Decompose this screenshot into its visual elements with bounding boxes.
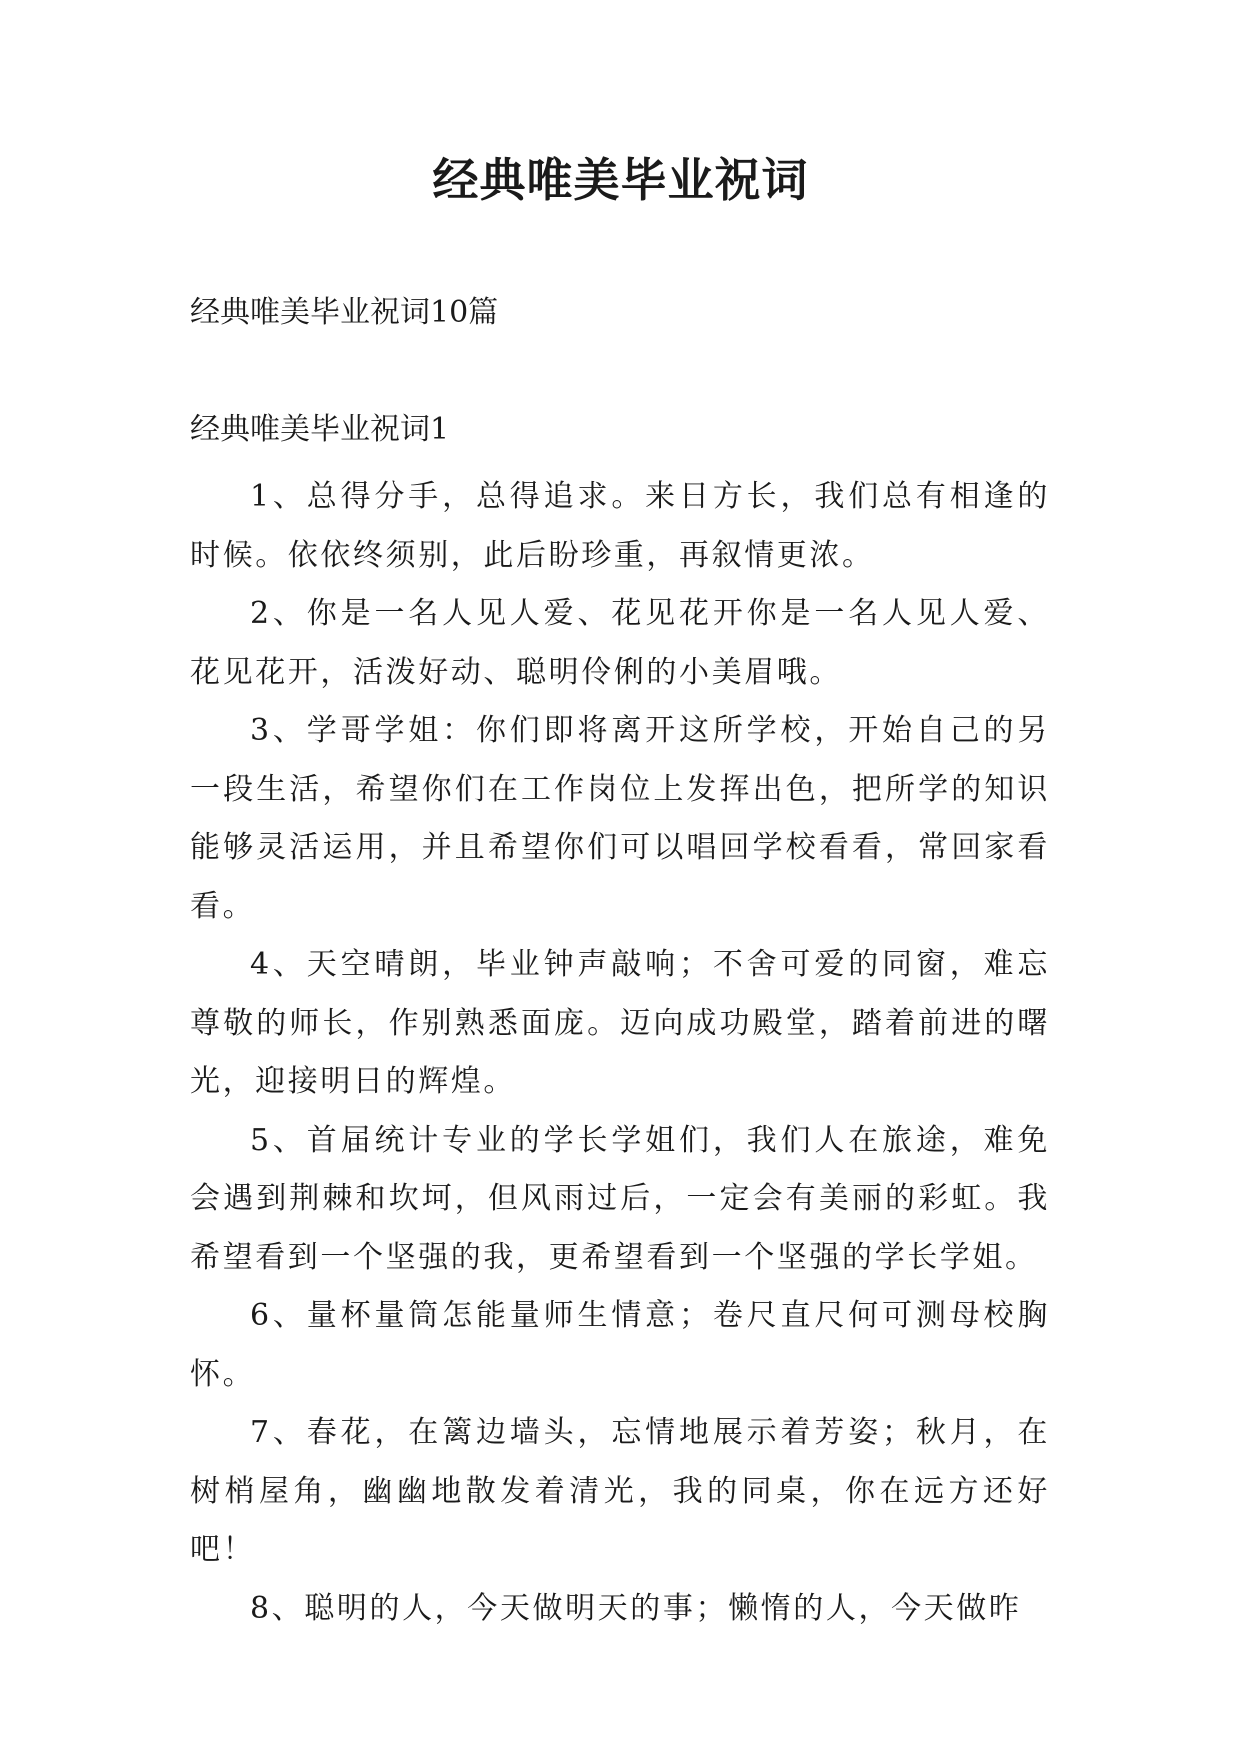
document-body <box>190 468 1050 1638</box>
paragraph-7: 7、春花，在篱边墙头，忘情地展示着芳姿；秋月，在树梢屋角，幽幽地散发着清光，我的同桌，你在远方还好吧！ <box>190 1415 1050 1567</box>
paragraph-1: 1、总得分手，总得追求。来日方长，我们总有相逢的时候。依依终须别，此后盼珍重，再叙情更浓。 <box>190 479 1050 573</box>
paragraph-5: 5、首届统计专业的学长学姐们，我们人在旅途，难免会遇到荆棘和坎坷，但风雨过后，一定会有美丽的彩虹。我希望看到一个坚强的我，更希望看到一个坚强的学长学姐。 <box>190 1122 1050 1275</box>
paragraph-3: 3、学哥学姐：你们即将离开这所学校，开始自己的另一段生活，希望你们在工作岗位上发挥出色，把所学的知识能够灵活运用，并且希望你们可以唱回学校看看，常回家看看。 <box>190 713 1050 924</box>
paragraph-8: 8、聪明的人，今天做明天的事；懒惰的人，今天做昨 <box>250 1590 1022 1626</box>
document-title: 经典唯美毕业祝词 <box>432 153 809 207</box>
paragraph-4: 4、天空晴朗，毕业钟声敲响；不舍可爱的同窗，难忘尊敬的师长，作别熟悉面庞。迈向成功殿堂，踏着前进的曙光，迎接明日的辉煌。 <box>190 947 1050 1099</box>
section-heading: 经典唯美毕业祝词1 <box>190 412 450 447</box>
paragraph-2: 2、你是一名人见人爱、花见花开你是一名人见人爱、花见花开，活泼好动、聪明伶俐的小美眉哦。 <box>190 596 1050 690</box>
document-subtitle: 经典唯美毕业祝词10篇 <box>190 295 499 330</box>
paragraph-6: 6、量杯量筒怎能量师生情意；卷尺直尺何可测母校胸怀。 <box>190 1298 1050 1392</box>
